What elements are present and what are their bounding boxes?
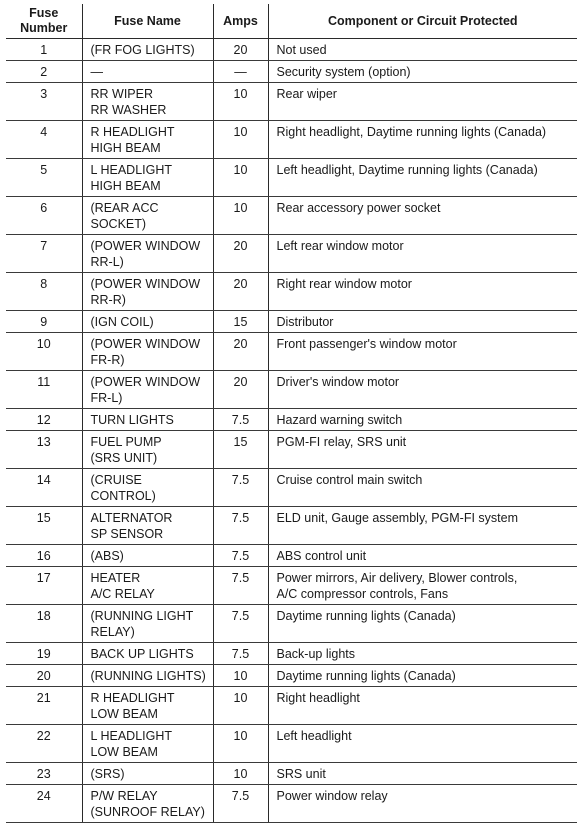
fuse-name-cell: FUEL PUMP (SRS UNIT)	[82, 431, 213, 469]
fuse-number-cell: 7	[6, 235, 82, 273]
amps-cell: 20	[213, 235, 268, 273]
component-cell: Daytime running lights (Canada)	[268, 665, 577, 687]
amps-cell: 10	[213, 121, 268, 159]
fuse-number-cell: 13	[6, 431, 82, 469]
component-cell: Power window relay	[268, 785, 577, 823]
amps-cell: 20	[213, 39, 268, 61]
component-cell: Front passenger's window motor	[268, 333, 577, 371]
component-cell: Cruise control main switch	[268, 469, 577, 507]
fuse-name-cell: (CRUISE CONTROL)	[82, 469, 213, 507]
table-row	[6, 61, 577, 83]
table-row	[6, 235, 577, 273]
header-component: Component or Circuit Protected	[268, 4, 577, 39]
amps-cell: 7.5	[213, 605, 268, 643]
amps-cell: 7.5	[213, 567, 268, 605]
fuse-name-cell: (SRS)	[82, 763, 213, 785]
component-cell: SRS unit	[268, 763, 577, 785]
table-row	[6, 371, 577, 409]
fuse-name-cell: (POWER WINDOW RR-R)	[82, 273, 213, 311]
table-row	[6, 83, 577, 121]
amps-cell: 10	[213, 725, 268, 763]
component-cell: Not used	[268, 39, 577, 61]
fuse-number-cell: 1	[6, 39, 82, 61]
amps-cell: 10	[213, 197, 268, 235]
fuse-number-cell: 2	[6, 61, 82, 83]
table-row	[6, 311, 577, 333]
fuse-name-cell: (POWER WINDOW FR-L)	[82, 371, 213, 409]
table-row	[6, 687, 577, 725]
amps-cell: 7.5	[213, 545, 268, 567]
fuse-number-cell: 21	[6, 687, 82, 725]
component-cell: Rear wiper	[268, 83, 577, 121]
table-row	[6, 159, 577, 197]
fuse-table	[6, 4, 577, 823]
fuse-number-cell: 18	[6, 605, 82, 643]
fuse-name-cell: (POWER WINDOW RR-L)	[82, 235, 213, 273]
component-cell: Power mirrors, Air delivery, Blower controls, A/C compressor controls, Fans	[268, 567, 577, 605]
component-cell: Security system (option)	[268, 61, 577, 83]
fuse-number-cell: 14	[6, 469, 82, 507]
component-cell: Right headlight, Daytime running lights (Canada)	[268, 121, 577, 159]
fuse-name-cell: (RUNNING LIGHTS)	[82, 665, 213, 687]
table-row	[6, 507, 577, 545]
amps-cell: 20	[213, 273, 268, 311]
fuse-number-cell: 6	[6, 197, 82, 235]
component-cell: Right headlight	[268, 687, 577, 725]
fuse-name-cell: (RUNNING LIGHT RELAY)	[82, 605, 213, 643]
fuse-number-cell: 16	[6, 545, 82, 567]
table-row	[6, 121, 577, 159]
amps-cell: 10	[213, 159, 268, 197]
amps-cell: 10	[213, 687, 268, 725]
fuse-number-cell: 11	[6, 371, 82, 409]
amps-cell: 7.5	[213, 507, 268, 545]
table-row	[6, 763, 577, 785]
table-row	[6, 643, 577, 665]
amps-cell: 10	[213, 665, 268, 687]
amps-cell: —	[213, 61, 268, 83]
table-row	[6, 333, 577, 371]
table-row	[6, 409, 577, 431]
amps-cell: 7.5	[213, 785, 268, 823]
component-cell: Right rear window motor	[268, 273, 577, 311]
component-cell: PGM-FI relay, SRS unit	[268, 431, 577, 469]
fuse-number-cell: 12	[6, 409, 82, 431]
header-fuse-number: Fuse Number	[6, 4, 82, 39]
fuse-number-cell: 9	[6, 311, 82, 333]
fuse-name-cell: (REAR ACC SOCKET)	[82, 197, 213, 235]
amps-cell: 10	[213, 763, 268, 785]
fuse-name-cell: —	[82, 61, 213, 83]
component-cell: ABS control unit	[268, 545, 577, 567]
table-header	[6, 4, 577, 39]
amps-cell: 20	[213, 371, 268, 409]
table-row	[6, 567, 577, 605]
fuse-name-cell: R HEADLIGHT HIGH BEAM	[82, 121, 213, 159]
fuse-number-cell: 4	[6, 121, 82, 159]
fuse-name-cell: (ABS)	[82, 545, 213, 567]
component-cell: Distributor	[268, 311, 577, 333]
table-row	[6, 665, 577, 687]
fuse-name-cell: TURN LIGHTS	[82, 409, 213, 431]
component-cell: Left headlight	[268, 725, 577, 763]
fuse-name-cell: L HEADLIGHT HIGH BEAM	[82, 159, 213, 197]
header-amps: Amps	[213, 4, 268, 39]
fuse-number-cell: 22	[6, 725, 82, 763]
amps-cell: 7.5	[213, 469, 268, 507]
fuse-name-cell: R HEADLIGHT LOW BEAM	[82, 687, 213, 725]
component-cell: Driver's window motor	[268, 371, 577, 409]
fuse-name-cell: ALTERNATOR SP SENSOR	[82, 507, 213, 545]
fuse-number-cell: 3	[6, 83, 82, 121]
fuse-name-cell: RR WIPER RR WASHER	[82, 83, 213, 121]
amps-cell: 15	[213, 311, 268, 333]
amps-cell: 20	[213, 333, 268, 371]
table-row	[6, 431, 577, 469]
fuse-name-cell: L HEADLIGHT LOW BEAM	[82, 725, 213, 763]
fuse-name-cell: (IGN COIL)	[82, 311, 213, 333]
table-body	[6, 39, 577, 823]
fuse-name-cell: (FR FOG LIGHTS)	[82, 39, 213, 61]
component-cell: Back-up lights	[268, 643, 577, 665]
fuse-number-cell: 20	[6, 665, 82, 687]
table-row	[6, 39, 577, 61]
table-row	[6, 545, 577, 567]
header-fuse-name: Fuse Name	[82, 4, 213, 39]
fuse-number-cell: 23	[6, 763, 82, 785]
component-cell: Rear accessory power socket	[268, 197, 577, 235]
fuse-number-cell: 24	[6, 785, 82, 823]
component-cell: Left headlight, Daytime running lights (Canada)	[268, 159, 577, 197]
component-cell: Daytime running lights (Canada)	[268, 605, 577, 643]
component-cell: Hazard warning switch	[268, 409, 577, 431]
fuse-number-cell: 8	[6, 273, 82, 311]
fuse-name-cell: BACK UP LIGHTS	[82, 643, 213, 665]
fuse-name-cell: (POWER WINDOW FR-R)	[82, 333, 213, 371]
table-row	[6, 197, 577, 235]
fuse-number-cell: 19	[6, 643, 82, 665]
component-cell: ELD unit, Gauge assembly, PGM-FI system	[268, 507, 577, 545]
fuse-number-cell: 5	[6, 159, 82, 197]
amps-cell: 10	[213, 83, 268, 121]
table-row	[6, 605, 577, 643]
fuse-name-cell: P/W RELAY (SUNROOF RELAY)	[82, 785, 213, 823]
component-cell: Left rear window motor	[268, 235, 577, 273]
table-row	[6, 469, 577, 507]
table-row	[6, 725, 577, 763]
table-row	[6, 785, 577, 823]
fuse-number-cell: 17	[6, 567, 82, 605]
amps-cell: 7.5	[213, 643, 268, 665]
fuse-name-cell: HEATER A/C RELAY	[82, 567, 213, 605]
fuse-number-cell: 15	[6, 507, 82, 545]
fuse-number-cell: 10	[6, 333, 82, 371]
amps-cell: 15	[213, 431, 268, 469]
amps-cell: 7.5	[213, 409, 268, 431]
table-row	[6, 273, 577, 311]
